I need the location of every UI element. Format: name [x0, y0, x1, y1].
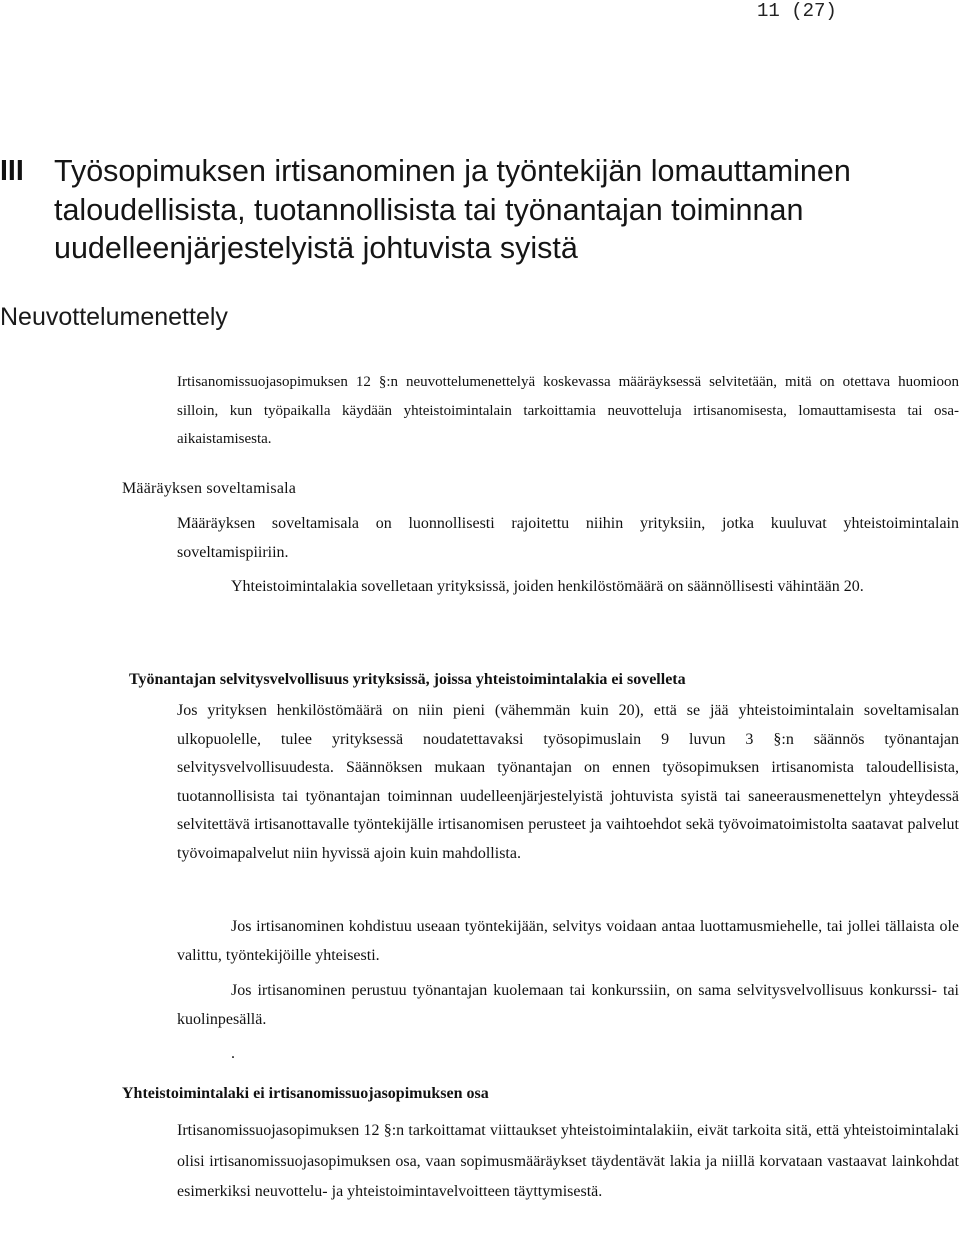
scope-paragraph-2: Yhteistoimintalakia sovelletaan yrityksissä, joiden henkilöstömäärä on säännöllisesti vähintään 20. — [231, 578, 864, 595]
law-paragraph: Irtisanomissuojasopimuksen 12 §:n tarkoittamat viittaukset yhteistoimintalakiin, eivät tarkoita sitä, että yhteistoimintalaki olisi irtisanomissuojasopimuksen osa, vaan sopimusmääräykset täydentävät lakia ja niillä korvataan vastaavat lainkohdat esimerkiksi neuvottelu- ja yhteistoimintavelvoitteen täyttymisestä. — [177, 1122, 959, 1200]
chapter-number: III — [0, 155, 24, 187]
section-heading: Neuvottelumenettely — [0, 303, 228, 331]
intro-paragraph: Irtisanomissuojasopimuksen 12 §:n neuvottelumenettelyä koskevassa määräyksessä selvitetään, mitä on otettava huomioon silloin, kun työpaikalla käydään yhteistoimintalain tarkoittamia neuvotteluja irtisanomisesta, lomauttamisesta tai osa-aikaistamisesta. — [177, 374, 959, 447]
duty-paragraph-2: Jos irtisanominen kohdistuu useaan työntekijään, selvitys voidaan antaa luottamusmiehelle, tai jollei tällaista ole valittu, työntekijöille yhteisesti. — [177, 918, 959, 964]
scope-heading: Määräyksen soveltamisala — [122, 480, 297, 497]
duty-paragraph-1: Jos yrityksen henkilöstömäärä on niin pieni (vähemmän kuin 20), että se jää yhteistoimintalain soveltamisalan ulkopuolelle, tulee yrityksessä noudatettavaksi työsopimuslain 9 luvun 3 §:n säännös työnantajan selvitysvelvollisuudesta. Säännöksen mukaan työnantajan on ennen työsopimuksen irtisanomista taloudellisista, tuotannollisista tai työnantajan toiminnan uudelleenjärjestelyistä johtuvista syistä tai saneerausmenettelyn yhteydessä selvitettävä irtisanottavalle työntekijälle irtisanomisen perusteet ja vaihtoehdot sekä työvoimatoimistolta saatavat palvelut työvoimapalvelut niin hyvissä ajoin kuin mahdollista. — [177, 702, 959, 862]
chapter-title: Työsopimuksen irtisanominen ja työntekijän lomauttaminen taloudellisista, tuotannollisista tai työnantajan toiminnan uudelleenjärjestelyistä johtuvista syistä — [54, 154, 851, 265]
duty-paragraph-3: Jos irtisanominen perustuu työnantajan kuolemaan tai konkurssiin, on sama selvitysvelvollisuus konkurssi- tai kuolinpesällä. — [177, 982, 959, 1028]
page-number: 11 (27) — [757, 0, 837, 22]
stray-mark: . — [231, 1045, 235, 1062]
duty-heading: Työnantajan selvitysvelvollisuus yrityksissä, joissa yhteistoimintalakia ei sovelleta — [129, 671, 686, 688]
law-heading: Yhteistoimintalaki ei irtisanomissuojasopimuksen osa — [122, 1085, 489, 1102]
scope-paragraph-1: Määräyksen soveltamisala on luonnollisesti rajoitettu niihin yrityksiin, jotka kuuluvat yhteistoimintalain soveltamispiiriin. — [177, 515, 959, 561]
